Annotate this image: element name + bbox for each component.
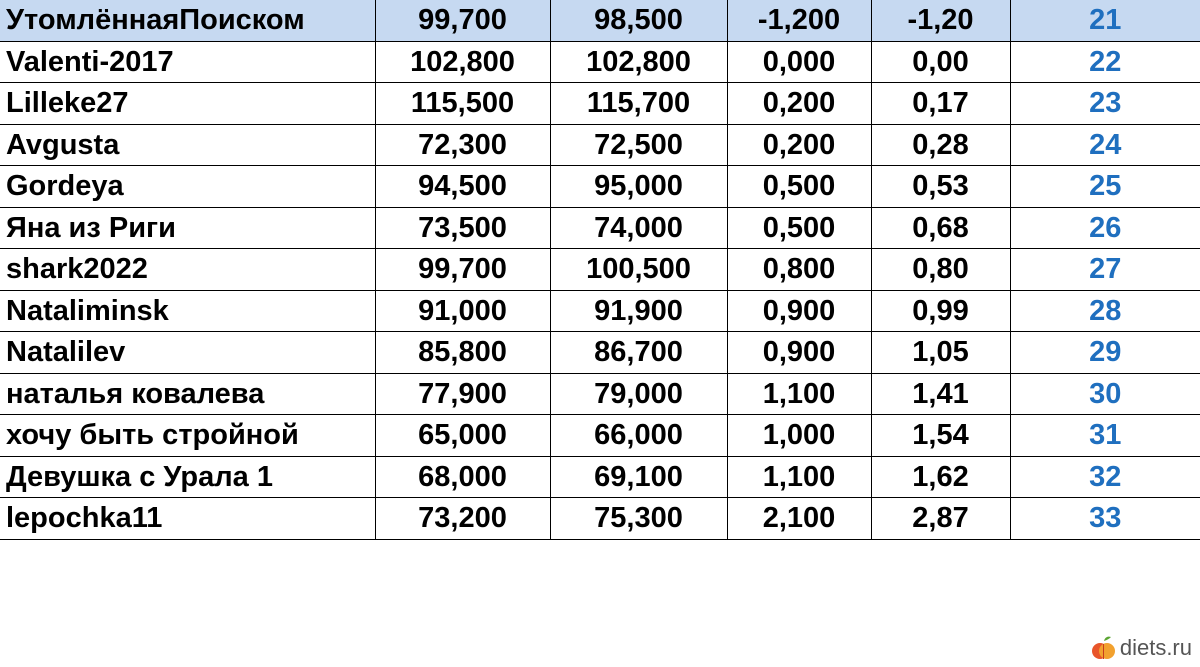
cell-difference: 0,900: [727, 290, 871, 332]
cell-current-weight: 74,000: [550, 207, 727, 249]
cell-percent: 0,68: [871, 207, 1010, 249]
table-row: [0, 83, 1200, 125]
table-row: [0, 41, 1200, 83]
cell-current-weight: 102,800: [550, 41, 727, 83]
cell-percent: 0,00: [871, 41, 1010, 83]
cell-start-weight: 115,500: [375, 83, 550, 125]
cell-start-weight: 73,200: [375, 498, 550, 540]
cell-percent: 0,53: [871, 166, 1010, 208]
cell-name: shark2022: [0, 249, 375, 291]
cell-percent: 0,99: [871, 290, 1010, 332]
table-row: [0, 332, 1200, 374]
cell-current-weight: 98,500: [550, 0, 727, 41]
cell-start-weight: 77,900: [375, 373, 550, 415]
cell-rank: 27: [1010, 249, 1200, 291]
cell-start-weight: 91,000: [375, 290, 550, 332]
cell-name: хочу быть стройной: [0, 415, 375, 457]
cell-rank: 23: [1010, 83, 1200, 125]
watermark-text: diets.ru: [1119, 635, 1192, 660]
cell-current-weight: 86,700: [550, 332, 727, 374]
cell-percent: 0,80: [871, 249, 1010, 291]
cell-current-weight: 91,900: [550, 290, 727, 332]
cell-rank: 26: [1010, 207, 1200, 249]
cell-start-weight: 102,800: [375, 41, 550, 83]
cell-current-weight: 66,000: [550, 415, 727, 457]
cell-start-weight: 94,500: [375, 166, 550, 208]
cell-current-weight: 95,000: [550, 166, 727, 208]
cell-name: Яна из Риги: [0, 207, 375, 249]
cell-difference: 0,800: [727, 249, 871, 291]
cell-name: Natalilev: [0, 332, 375, 374]
table-row: [0, 456, 1200, 498]
cell-current-weight: 115,700: [550, 83, 727, 125]
cell-percent: 1,05: [871, 332, 1010, 374]
cell-name: Avgusta: [0, 124, 375, 166]
table-row: [0, 249, 1200, 291]
cell-percent: 1,41: [871, 373, 1010, 415]
table-row: [0, 290, 1200, 332]
cell-current-weight: 72,500: [550, 124, 727, 166]
cell-percent: -1,20: [871, 0, 1010, 41]
cell-name: Nataliminsk: [0, 290, 375, 332]
cell-name: УтомлённаяПоиском: [0, 0, 375, 41]
cell-difference: 1,000: [727, 415, 871, 457]
table-row: [0, 0, 1200, 41]
table-row: [0, 415, 1200, 457]
cell-rank: 22: [1010, 41, 1200, 83]
table-row: [0, 498, 1200, 540]
cell-difference: 2,100: [727, 498, 871, 540]
cell-name: Valenti-2017: [0, 41, 375, 83]
cell-current-weight: 100,500: [550, 249, 727, 291]
cell-name: lepochka11: [0, 498, 375, 540]
cell-difference: 0,200: [727, 83, 871, 125]
cell-rank: 24: [1010, 124, 1200, 166]
watermark: [1092, 635, 1192, 661]
cell-percent: 0,17: [871, 83, 1010, 125]
cell-rank: 21: [1010, 0, 1200, 41]
table-row: [0, 207, 1200, 249]
cell-difference: 0,000: [727, 41, 871, 83]
cell-start-weight: 68,000: [375, 456, 550, 498]
cell-rank: 25: [1010, 166, 1200, 208]
cell-percent: 2,87: [871, 498, 1010, 540]
cell-current-weight: 69,100: [550, 456, 727, 498]
table-row: [0, 124, 1200, 166]
cell-difference: 0,500: [727, 166, 871, 208]
cell-current-weight: 75,300: [550, 498, 727, 540]
cell-name: Lilleke27: [0, 83, 375, 125]
cell-start-weight: 85,800: [375, 332, 550, 374]
cell-rank: 30: [1010, 373, 1200, 415]
cell-difference: -1,200: [727, 0, 871, 41]
cell-difference: 0,900: [727, 332, 871, 374]
table-row: [0, 166, 1200, 208]
table-row: [0, 373, 1200, 415]
cell-difference: 1,100: [727, 456, 871, 498]
cell-start-weight: 73,500: [375, 207, 550, 249]
cell-start-weight: 99,700: [375, 249, 550, 291]
cell-name: наталья ковалева: [0, 373, 375, 415]
cell-difference: 0,200: [727, 124, 871, 166]
cell-start-weight: 72,300: [375, 124, 550, 166]
cell-current-weight: 79,000: [550, 373, 727, 415]
cell-rank: 28: [1010, 290, 1200, 332]
cell-difference: 0,500: [727, 207, 871, 249]
cell-start-weight: 99,700: [375, 0, 550, 41]
cell-name: Gordeya: [0, 166, 375, 208]
cell-rank: 33: [1010, 498, 1200, 540]
cell-start-weight: 65,000: [375, 415, 550, 457]
peach-logo-icon: [1092, 635, 1116, 661]
cell-rank: 32: [1010, 456, 1200, 498]
cell-percent: 0,28: [871, 124, 1010, 166]
cell-percent: 1,54: [871, 415, 1010, 457]
cell-name: Девушка с Урала 1: [0, 456, 375, 498]
cell-difference: 1,100: [727, 373, 871, 415]
cell-percent: 1,62: [871, 456, 1010, 498]
cell-rank: 29: [1010, 332, 1200, 374]
cell-rank: 31: [1010, 415, 1200, 457]
